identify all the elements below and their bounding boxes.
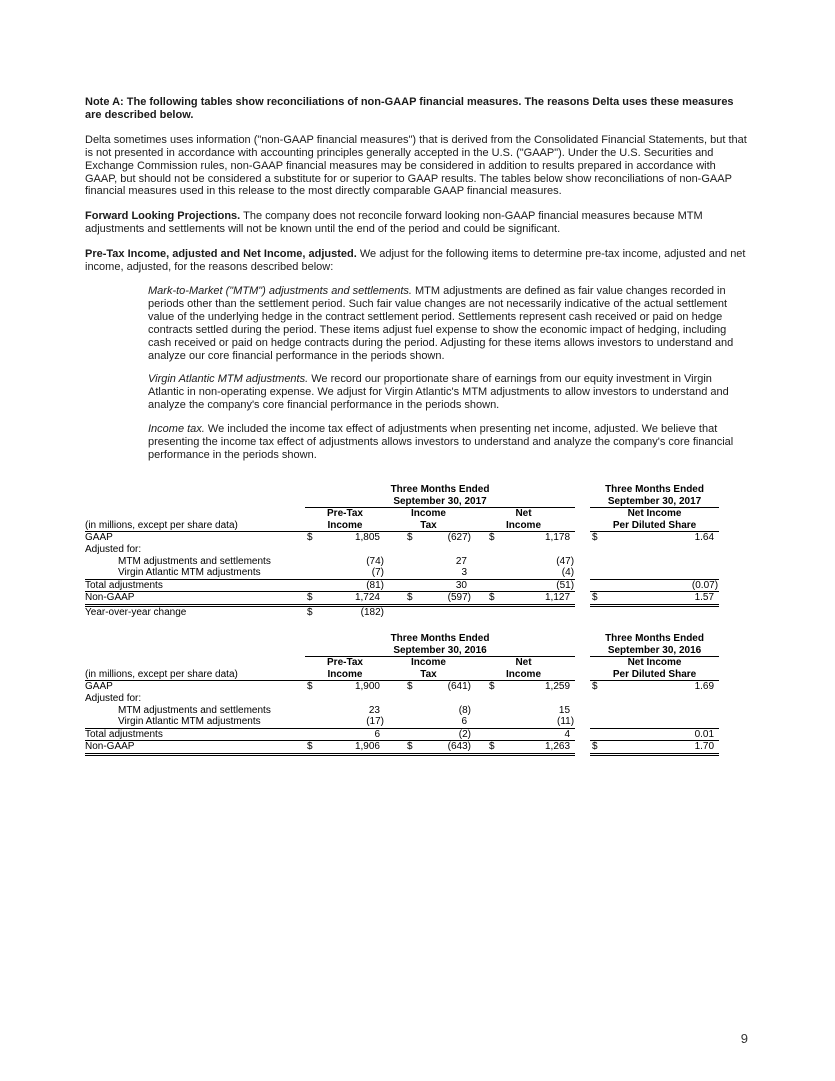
table-row <box>85 496 575 508</box>
forward-looking-text: The company does not reconcile forward looking non-GAAP financial measures because MTM adjustments and settlements will not be known until the end of the period and could be significant. <box>85 210 703 236</box>
paragraph-pretax-income <box>85 248 749 274</box>
table-row <box>590 633 719 645</box>
income-tax-text: We included the income tax effect of adjustments when presenting net income, adjusted. We believe that presenting the income tax effect of adjustments allows investors to understand and analyze the company's core financial performance in the periods shown. <box>148 423 734 461</box>
table-row: Total adjustments (81) 30 (51) <box>85 579 575 591</box>
table-row <box>85 669 575 681</box>
column-header: Tax <box>385 520 472 532</box>
table-row: MTM adjustments and settlements 23 (8) 15 <box>118 704 571 716</box>
table-row <box>85 520 575 532</box>
table-row <box>85 508 575 520</box>
table-row <box>590 484 719 496</box>
column-header: Net <box>515 508 532 520</box>
income-tax-label: Income tax. <box>148 423 205 436</box>
column-header: Net <box>515 657 532 669</box>
period-date-header: September 30, 2016 <box>590 645 719 657</box>
units-note: (in millions, except per share data) <box>85 520 305 532</box>
virgin-atlantic-text: We record our proportionate share of earnings from our equity investment in Virgin Atlantic in non-operating expense. We adjust for Virgin Atlantic's MTM adjustments to allow investors to understand and analyze the company's core financial performance in the periods shown. <box>148 373 729 412</box>
table-row <box>590 556 719 568</box>
column-header: Income <box>305 669 385 681</box>
table-row <box>590 520 719 532</box>
reconciliation-table-2016-main <box>85 633 575 756</box>
period-header: Three Months Ended <box>390 484 490 495</box>
table-row: 0.01 <box>590 728 719 741</box>
reconciliation-table-2017 <box>85 484 719 619</box>
reconciliation-table-2016-per-share <box>590 633 719 756</box>
table-row <box>590 657 719 669</box>
mtm-label: Mark-to-Market ("MTM") adjustments and settlements. <box>148 284 412 297</box>
column-header: Net Income <box>627 657 682 669</box>
table-row: GAAP $ 1,805 $ (627) $ 1,178 <box>85 532 571 544</box>
reconciliation-table-2017-main <box>85 484 575 619</box>
table-row: Virgin Atlantic MTM adjustments (7) 3 (4) <box>85 567 575 579</box>
table-row: $ 1.64 <box>592 532 715 544</box>
column-header: Pre-Tax <box>327 657 363 669</box>
column-header: Per Diluted Share <box>590 520 719 532</box>
table-row: Adjusted for: <box>85 543 142 555</box>
table-row <box>590 693 719 705</box>
table-row <box>85 633 575 645</box>
reconciliation-table-2016 <box>85 633 719 756</box>
period-header: Three Months Ended <box>605 633 704 644</box>
column-header: Per Diluted Share <box>590 669 719 681</box>
table-row <box>590 705 719 717</box>
paragraph-forward-looking <box>85 210 749 236</box>
column-header: Income <box>472 520 575 532</box>
column-header: Income <box>472 669 575 681</box>
table-row: Non-GAAP $ 1,906 $ (643) $ 1,263 <box>85 741 575 755</box>
forward-looking-label: Forward Looking Projections. <box>85 210 241 223</box>
period-header: Three Months Ended <box>390 633 490 644</box>
table-row <box>85 484 575 496</box>
virgin-atlantic-label: Virgin Atlantic MTM adjustments. <box>148 373 309 386</box>
pretax-income-text: We adjust for the following items to determine pre-tax income, adjusted and net income, adjusted, for the reasons described below: <box>85 248 746 274</box>
table-row <box>590 605 719 618</box>
column-header: Tax <box>385 669 472 681</box>
table-row <box>590 567 719 579</box>
table-row <box>590 716 719 728</box>
pretax-income-label: Pre-Tax Income, adjusted and Net Income, adjusted. <box>85 248 357 261</box>
table-row: Total adjustments 6 (2) 4 <box>85 728 575 741</box>
table-row <box>85 645 575 657</box>
period-date-header: September 30, 2016 <box>305 645 575 657</box>
table-row: Year-over-year change $ (182) <box>85 606 384 618</box>
table-row <box>590 544 719 556</box>
paragraph-note-a: Note A: The following tables show reconciliations of non-GAAP financial measures. The reasons Delta uses these measures are described below. <box>85 96 734 121</box>
table-row <box>590 508 719 520</box>
table-row <box>590 669 719 681</box>
table-row: (0.07) <box>590 579 719 592</box>
table-row <box>590 645 719 657</box>
table-row: Adjusted for: <box>85 692 142 704</box>
reconciliation-table-2017-per-share <box>590 484 719 619</box>
paragraph-mtm <box>148 285 748 362</box>
column-header: Income <box>305 520 385 532</box>
table-row: GAAP $ 1,900 $ (641) $ 1,259 <box>85 681 571 693</box>
column-header: Income <box>410 657 446 669</box>
mtm-text: MTM adjustments are defined as fair value changes recorded in periods other than the settlement period. Such fair value changes are not necessarily indicative of the actual settlement value of the underlying hedge in the contract settlement period. Settlements represent cash received or paid on hedge contracts settled during the period. These items adjust fuel expense to show the economic impact of hedging, including cash received or paid on hedge contracts during the period. Adjusting for these items allows investors to understand and analyze our core financial performance in the periods shown. <box>148 284 734 362</box>
column-header: Net Income <box>627 508 682 520</box>
paragraph-intro: Delta sometimes uses information ("non-GAAP financial measures") that is derived from the Consolidated Financial Statements, but that is not presented in accordance with accounting principles generally accepted in the U.S. ("GAAP"). Under the U.S. Securities and Exchange Commission rules, non-GAAP financial measures may be considered in addition to results prepared in accordance with GAAP, but should not be considered a substitute for or superior to GAAP results. The tables below show reconciliations of non-GAAP financial measures used in this release to the most directly comparable GAAP financial measures. <box>85 133 747 198</box>
page-number: 9 <box>740 1031 748 1046</box>
paragraph-virgin-atlantic <box>148 373 748 412</box>
table-row <box>590 496 719 508</box>
paragraph-income-tax <box>148 423 748 462</box>
table-row: $ 1.70 <box>590 741 719 755</box>
column-header: Pre-Tax <box>327 508 363 520</box>
period-header: Three Months Ended <box>605 484 704 495</box>
column-header: Income <box>410 508 446 520</box>
units-note: (in millions, except per share data) <box>85 669 305 681</box>
period-date-header: September 30, 2017 <box>590 496 719 508</box>
table-row: MTM adjustments and settlements (74) 27 (47) <box>118 555 575 567</box>
table-row <box>85 657 575 669</box>
table-row: Non-GAAP $ 1,724 $ (597) $ 1,127 <box>85 592 575 606</box>
table-row: Virgin Atlantic MTM adjustments (17) 6 (11) <box>85 716 575 728</box>
period-date-header: September 30, 2017 <box>305 496 575 508</box>
table-row: $ 1.57 <box>590 592 719 606</box>
table-row: $ 1.69 <box>592 681 715 693</box>
body-text <box>85 96 749 462</box>
